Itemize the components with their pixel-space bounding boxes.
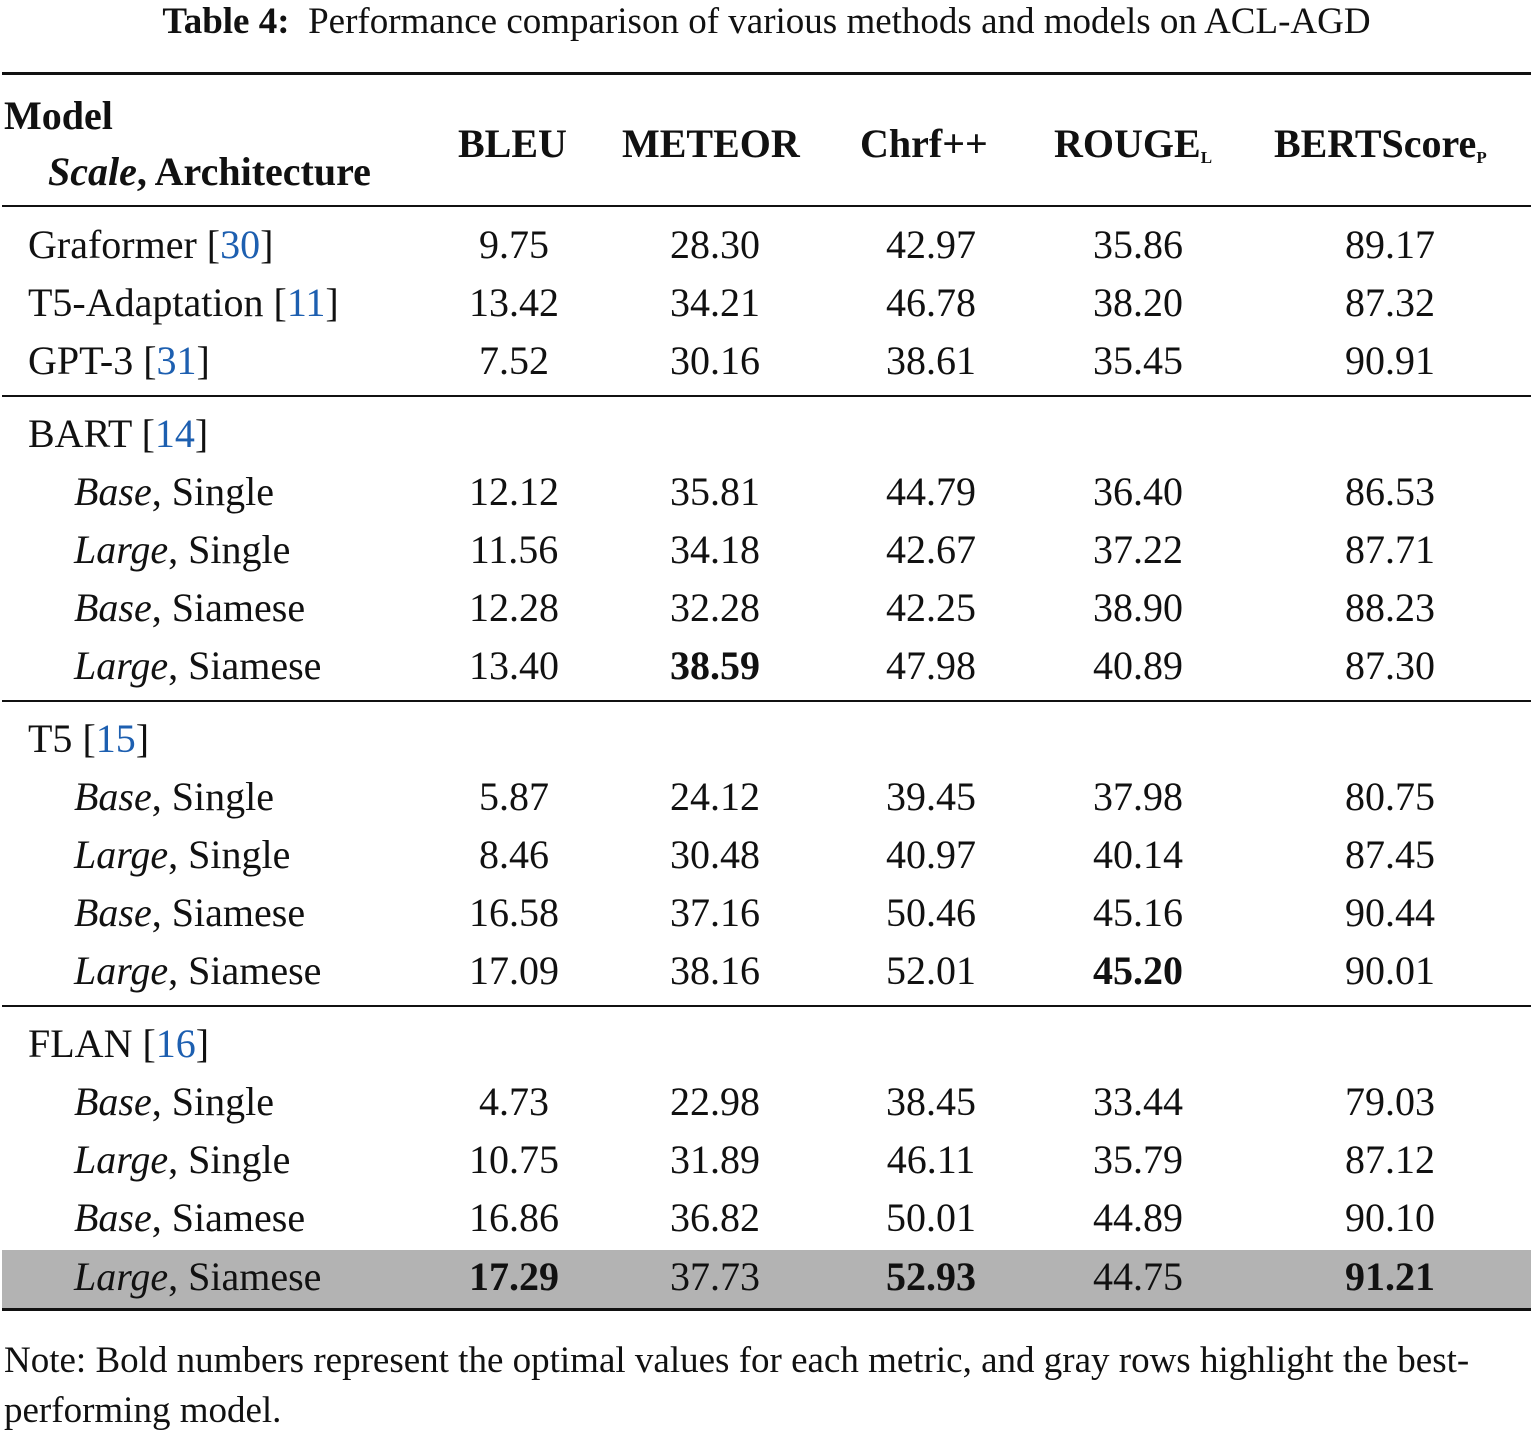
table-row	[0, 1189, 1533, 1247]
bottom-rule	[2, 1308, 1531, 1311]
model-scale: Base	[74, 585, 152, 630]
cell-chrf: 38.45	[886, 1079, 976, 1124]
row-label: FLAN [16]	[28, 1021, 210, 1066]
table-row	[0, 1073, 1533, 1131]
model-scale: Large	[74, 948, 169, 993]
cell-bleu: 4.73	[479, 1079, 549, 1124]
cell-rouge: 45.16	[1093, 890, 1183, 935]
cell-bertscore: 80.75	[1345, 774, 1435, 819]
row-label	[74, 637, 321, 695]
model-scale: Large	[74, 1137, 169, 1182]
cell-rouge: 44.89	[1093, 1195, 1183, 1240]
cell-bertscore: 87.45	[1345, 832, 1435, 877]
cell-bleu: 10.75	[469, 1137, 559, 1182]
cell-bertscore: 87.32	[1345, 280, 1435, 325]
cell-chrf: 42.97	[886, 222, 976, 267]
header-rule	[2, 205, 1531, 207]
model-scale: Large	[74, 832, 169, 877]
row-label: T5 [15]	[28, 716, 150, 761]
cell-bleu: 16.58	[469, 890, 559, 935]
cell-chrf: 47.98	[886, 643, 976, 688]
cell-chrf: 39.45	[886, 774, 976, 819]
model-scale: Base	[74, 774, 152, 819]
cell-rouge: 36.40	[1093, 469, 1183, 514]
cell-chrf: 52.01	[886, 948, 976, 993]
model-architecture: , Siamese	[168, 643, 322, 688]
table-row	[0, 579, 1533, 637]
cell-rouge: 38.90	[1093, 585, 1183, 630]
cell-bleu: 12.12	[469, 469, 559, 514]
row-label	[74, 1248, 321, 1306]
table-row	[0, 216, 1533, 274]
cell-bleu: 12.28	[469, 585, 559, 630]
model-architecture: , Siamese	[168, 948, 322, 993]
cell-meteor: 38.16	[670, 948, 760, 993]
cell-chrf: 40.97	[886, 832, 976, 877]
row-label: GPT-3 [31]	[28, 338, 210, 383]
header-meteor: METEOR	[622, 121, 800, 166]
cell-rouge: 37.22	[1093, 527, 1183, 572]
cell-meteor: 22.98	[670, 1079, 760, 1124]
cell-rouge: 45.20	[1093, 948, 1183, 993]
group-header-row	[0, 710, 1533, 768]
model-scale: Base	[74, 1195, 152, 1240]
header-bleu: BLEU	[458, 121, 567, 166]
table-row	[0, 637, 1533, 695]
model-architecture: , Single	[151, 774, 274, 819]
cell-meteor: 37.16	[670, 890, 760, 935]
cell-bleu: 11.56	[469, 527, 559, 572]
cell-rouge: 37.98	[1093, 774, 1183, 819]
table-row	[0, 463, 1533, 521]
cell-bertscore: 90.44	[1345, 890, 1435, 935]
cell-bertscore: 88.23	[1345, 585, 1435, 630]
cell-meteor: 30.16	[670, 338, 760, 383]
cell-rouge: 35.45	[1093, 338, 1183, 383]
caption-text: Performance comparison of various methods and models on ACL-AGD	[308, 1, 1371, 42]
cell-chrf: 46.11	[886, 1137, 976, 1182]
row-label: Graformer [30]	[28, 222, 274, 267]
model-architecture: , Single	[168, 527, 291, 572]
cell-bleu: 8.46	[479, 832, 549, 877]
row-label	[74, 579, 305, 637]
cell-bertscore: 79.03	[1345, 1079, 1435, 1124]
header-rouge-label: ROUGE	[1054, 121, 1201, 166]
model-name: T5	[28, 716, 73, 761]
model-architecture: , Single	[168, 1137, 291, 1182]
header-bertscore	[1274, 120, 1487, 176]
table-row	[0, 521, 1533, 579]
header-bertscore-label: BERTScore	[1274, 121, 1477, 166]
section-rule-flan	[2, 1005, 1531, 1007]
row-label: BART [14]	[28, 411, 209, 456]
top-rule	[2, 72, 1531, 75]
cell-meteor: 24.12	[670, 774, 760, 819]
table-row	[0, 826, 1533, 884]
table-row	[0, 274, 1533, 332]
cell-rouge: 44.75	[1093, 1254, 1183, 1299]
model-architecture: , Single	[168, 832, 291, 877]
cell-bertscore: 86.53	[1345, 469, 1435, 514]
header-bertscore-subscript: P	[1476, 148, 1487, 167]
header-model: Model	[4, 93, 113, 138]
model-architecture: , Siamese	[151, 890, 306, 935]
table-caption	[0, 0, 1533, 44]
model-scale: Base	[74, 1079, 152, 1124]
cell-bleu: 17.29	[469, 1254, 559, 1299]
cell-bleu: 16.86	[469, 1195, 559, 1240]
header-architecture: , Architecture	[136, 149, 371, 194]
cell-chrf: 42.67	[886, 527, 976, 572]
table-row	[0, 768, 1533, 826]
cell-bertscore: 90.91	[1345, 338, 1435, 383]
cell-chrf: 42.25	[886, 585, 976, 630]
cell-meteor: 31.89	[670, 1137, 760, 1182]
cell-bertscore: 87.30	[1345, 643, 1435, 688]
cell-rouge: 35.79	[1093, 1137, 1183, 1182]
model-architecture: , Siamese	[151, 1195, 306, 1240]
table-row	[0, 1131, 1533, 1189]
cell-bleu: 13.40	[469, 643, 559, 688]
model-architecture: , Single	[151, 1079, 274, 1124]
section-rule-t5	[2, 700, 1531, 702]
cell-chrf: 50.46	[886, 890, 976, 935]
cell-chrf: 52.93	[886, 1254, 976, 1299]
cell-bertscore: 91.21	[1345, 1254, 1435, 1299]
model-scale: Base	[74, 890, 152, 935]
row-label	[74, 1189, 305, 1247]
cell-bleu: 7.52	[479, 338, 549, 383]
cell-meteor: 35.81	[670, 469, 760, 514]
row-label	[74, 884, 305, 942]
model-scale: Large	[74, 643, 169, 688]
group-header-row	[0, 1015, 1533, 1073]
row-label	[74, 826, 290, 884]
table-row	[0, 884, 1533, 942]
cell-rouge: 38.20	[1093, 280, 1183, 325]
citation-link[interactable]: 14	[154, 411, 195, 456]
model-architecture: , Siamese	[151, 585, 306, 630]
cell-bertscore: 90.10	[1345, 1195, 1435, 1240]
cell-meteor: 30.48	[670, 832, 760, 877]
model-name: BART	[28, 411, 132, 456]
model-architecture: , Single	[151, 469, 274, 514]
citation-link[interactable]: 16	[155, 1021, 196, 1066]
cell-bleu: 5.87	[479, 774, 549, 819]
cell-rouge: 40.14	[1093, 832, 1183, 877]
row-label	[74, 942, 321, 1000]
header-rouge-subscript: L	[1200, 148, 1213, 167]
table-row	[0, 332, 1533, 390]
cell-bleu: 9.75	[479, 222, 549, 267]
cell-rouge: 33.44	[1093, 1079, 1183, 1124]
model-scale: Large	[74, 1254, 169, 1299]
model-name: GPT-3	[28, 338, 134, 383]
cell-bleu: 17.09	[469, 948, 559, 993]
cell-chrf: 38.61	[886, 338, 976, 383]
citation-link[interactable]: 31	[156, 338, 197, 383]
citation-link[interactable]: 11	[286, 280, 326, 325]
cell-meteor: 28.30	[670, 222, 760, 267]
cell-meteor: 36.82	[670, 1195, 760, 1240]
cell-meteor: 37.73	[670, 1254, 760, 1299]
table-row	[0, 942, 1533, 1000]
model-name: T5-Adaptation	[28, 280, 264, 325]
citation-link[interactable]: 15	[95, 716, 136, 761]
model-name: Graformer	[28, 222, 197, 267]
table-row	[0, 1248, 1533, 1306]
row-label	[74, 1073, 274, 1131]
section-rule-bart	[2, 395, 1531, 397]
model-architecture: , Siamese	[168, 1254, 322, 1299]
row-label	[74, 1131, 290, 1189]
row-label	[74, 463, 274, 521]
group-header-row	[0, 405, 1533, 463]
model-scale: Base	[74, 469, 152, 514]
caption-label: Table 4:	[162, 1, 290, 42]
model-scale: Large	[74, 527, 169, 572]
model-name: FLAN	[28, 1021, 133, 1066]
cell-bertscore: 89.17	[1345, 222, 1435, 267]
cell-chrf: 50.01	[886, 1195, 976, 1240]
cell-meteor: 38.59	[670, 643, 760, 688]
cell-bertscore: 87.71	[1345, 527, 1435, 572]
cell-meteor: 32.28	[670, 585, 760, 630]
table-note: Note: Bold numbers represent the optimal values for each metric, and gray rows highlight the best-performing model.	[4, 1340, 1470, 1431]
header-chrf: Chrf++	[860, 121, 988, 166]
row-label	[74, 521, 290, 579]
cell-chrf: 44.79	[886, 469, 976, 514]
cell-rouge: 40.89	[1093, 643, 1183, 688]
cell-bleu: 13.42	[469, 280, 559, 325]
row-label	[74, 768, 274, 826]
citation-link[interactable]: 30	[220, 222, 261, 267]
header-rouge	[1054, 120, 1212, 176]
header-scale-architecture	[48, 148, 371, 196]
cell-meteor: 34.18	[670, 527, 760, 572]
cell-bertscore: 90.01	[1345, 948, 1435, 993]
row-label: T5-Adaptation [11]	[28, 280, 339, 325]
header-scale: Scale	[48, 149, 137, 194]
cell-rouge: 35.86	[1093, 222, 1183, 267]
cell-meteor: 34.21	[670, 280, 760, 325]
cell-bertscore: 87.12	[1345, 1137, 1435, 1182]
cell-chrf: 46.78	[886, 280, 976, 325]
